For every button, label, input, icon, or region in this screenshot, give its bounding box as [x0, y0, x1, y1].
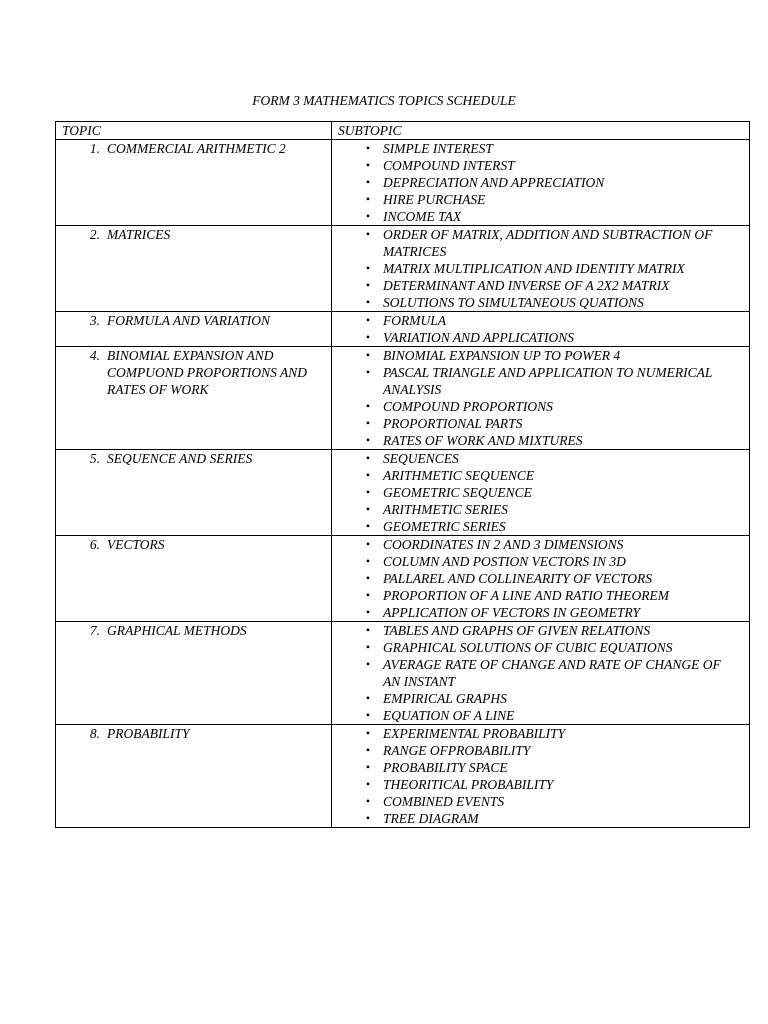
subtopic-text: PALLAREL AND COLLINEARITY OF VECTORS: [383, 571, 653, 586]
subtopic-text: TREE DIAGRAM: [383, 811, 479, 826]
bullet-icon: •: [365, 691, 371, 705]
topic-name: PROBABILITY: [107, 726, 190, 741]
bullet-icon: •: [365, 261, 371, 275]
bullet-icon: •: [365, 640, 371, 654]
topic-cell: [56, 140, 332, 226]
subtopic-item: [332, 501, 749, 518]
table-row: [56, 312, 750, 347]
bullet-icon: •: [365, 399, 371, 413]
topic-name: MATRICES: [107, 227, 171, 242]
table-row: [56, 622, 750, 725]
subtopic-text: EQUATION OF A LINE: [383, 708, 515, 723]
subtopic-item: [332, 536, 749, 553]
subtopic-item: [332, 432, 749, 449]
bullet-icon: •: [365, 365, 371, 379]
subtopic-item: [332, 707, 749, 724]
bullet-icon: •: [365, 141, 371, 155]
subtopic-item: [332, 312, 749, 329]
subtopic-item: [332, 364, 749, 398]
subtopic-text: COORDINATES IN 2 AND 3 DIMENSIONS: [383, 537, 624, 552]
bullet-icon: •: [365, 158, 371, 172]
topic-number: 8.: [89, 726, 100, 741]
bullet-icon: •: [365, 451, 371, 465]
subtopic-list: [332, 622, 749, 724]
subtopic-text: FORMULA: [383, 313, 446, 328]
bullet-icon: •: [365, 811, 371, 825]
topic-number: 3.: [89, 313, 100, 328]
subtopic-text: RATES OF WORK AND MIXTURES: [383, 433, 583, 448]
topic-number: 6.: [89, 537, 100, 552]
subtopic-text: GEOMETRIC SEQUENCE: [383, 485, 532, 500]
subtopic-text: COMPOUND PROPORTIONS: [383, 399, 553, 414]
bullet-icon: •: [365, 416, 371, 430]
subtopic-item: [332, 140, 749, 157]
topic-cell: [56, 226, 332, 312]
subtopic-item: [332, 226, 749, 260]
table-row: [56, 226, 750, 312]
subtopic-item: [332, 450, 749, 467]
subtopic-text: ORDER OF MATRIX, ADDITION AND SUBTRACTION OF MATRICES: [383, 227, 713, 259]
subtopic-item: [332, 277, 749, 294]
subtopic-text: EXPERIMENTAL PROBABILITY: [383, 726, 566, 741]
topic-name: FORMULA AND VARIATION: [107, 313, 270, 328]
bullet-icon: •: [365, 278, 371, 292]
subtopic-text: ARITHMETIC SEQUENCE: [383, 468, 535, 483]
bullet-icon: •: [365, 777, 371, 791]
table-header-row: [56, 122, 750, 140]
subtopic-item: [332, 793, 749, 810]
subtopic-text: PROPORTIONAL PARTS: [383, 416, 523, 431]
subtopic-cell: [332, 226, 750, 312]
subtopic-text: AVERAGE RATE OF CHANGE AND RATE OF CHANGE OF AN INSTANT: [383, 657, 721, 689]
bullet-icon: •: [365, 571, 371, 585]
subtopic-text: GEOMETRIC SERIES: [383, 519, 506, 534]
subtopic-text: PROBABILITY SPACE: [383, 760, 508, 775]
bullet-icon: •: [365, 657, 371, 671]
bullet-icon: •: [365, 537, 371, 551]
subtopic-item: [332, 587, 749, 604]
subtopic-text: BINOMIAL EXPANSION UP TO POWER 4: [383, 348, 621, 363]
subtopic-text: SEQUENCES: [383, 451, 459, 466]
subtopic-text: SIMPLE INTEREST: [383, 141, 493, 156]
topic-cell: [56, 536, 332, 622]
subtopic-text: APPLICATION OF VECTORS IN GEOMETRY: [383, 605, 641, 620]
subtopic-text: PASCAL TRIANGLE AND APPLICATION TO NUMERICAL ANALYSIS: [383, 365, 713, 397]
bullet-icon: •: [365, 192, 371, 206]
bullet-icon: •: [365, 502, 371, 516]
bullet-icon: •: [365, 794, 371, 808]
bullet-icon: •: [365, 726, 371, 740]
subtopic-text: RANGE OFPROBABILITY: [383, 743, 531, 758]
subtopic-cell: [332, 312, 750, 347]
subtopic-cell: [332, 622, 750, 725]
topic-cell: [56, 622, 332, 725]
subtopic-item: [332, 484, 749, 501]
subtopic-text: DETERMINANT AND INVERSE OF A 2X2 MATRIX: [383, 278, 670, 293]
page-title: FORM 3 MATHEMATICS TOPICS SCHEDULE: [252, 93, 516, 108]
subtopic-item: [332, 329, 749, 346]
topic-cell: [56, 347, 332, 450]
subtopic-text: EMPIRICAL GRAPHS: [383, 691, 507, 706]
bullet-icon: •: [365, 623, 371, 637]
subtopic-item: [332, 742, 749, 759]
table-row: [56, 450, 750, 536]
table-row: [56, 347, 750, 450]
topic-column-header: TOPIC: [56, 122, 332, 140]
subtopic-item: [332, 725, 749, 742]
subtopic-cell: [332, 140, 750, 226]
subtopic-item: [332, 656, 749, 690]
topics-table: [55, 121, 750, 828]
bullet-icon: •: [365, 348, 371, 362]
table-row: [56, 536, 750, 622]
subtopic-text: TABLES AND GRAPHS OF GIVEN RELATIONS: [383, 623, 651, 638]
subtopic-list: [332, 226, 749, 311]
subtopic-item: [332, 467, 749, 484]
subtopic-text: COMPOUND INTERST: [383, 158, 515, 173]
subtopic-item: [332, 604, 749, 621]
bullet-icon: •: [365, 760, 371, 774]
topic-cell: [56, 725, 332, 828]
bullet-icon: •: [365, 175, 371, 189]
bullet-icon: •: [365, 313, 371, 327]
subtopic-item: [332, 810, 749, 827]
subtopic-list: [332, 347, 749, 449]
subtopic-text: PROPORTION OF A LINE AND RATIO THEOREM: [383, 588, 669, 603]
bullet-icon: •: [365, 485, 371, 499]
subtopic-item: [332, 398, 749, 415]
subtopic-item: [332, 622, 749, 639]
bullet-icon: •: [365, 605, 371, 619]
subtopic-text: DEPRECIATION AND APPRECIATION: [383, 175, 605, 190]
topic-name: BINOMIAL EXPANSION AND COMPUOND PROPORTIONS AND RATES OF WORK: [107, 348, 307, 397]
bullet-icon: •: [365, 554, 371, 568]
bullet-icon: •: [365, 468, 371, 482]
subtopic-cell: [332, 725, 750, 828]
subtopic-item: [332, 191, 749, 208]
subtopic-item: [332, 776, 749, 793]
bullet-icon: •: [365, 330, 371, 344]
subtopic-text: MATRIX MULTIPLICATION AND IDENTITY MATRIX: [383, 261, 685, 276]
subtopic-item: [332, 415, 749, 432]
subtopic-text: ARITHMETIC SERIES: [383, 502, 508, 517]
bullet-icon: •: [365, 743, 371, 757]
bullet-icon: •: [365, 295, 371, 309]
topic-number: 2.: [89, 227, 100, 242]
subtopic-item: [332, 174, 749, 191]
subtopic-item: [332, 553, 749, 570]
subtopic-item: [332, 759, 749, 776]
subtopic-text: THEORITICAL PROBABILITY: [383, 777, 554, 792]
subtopic-item: [332, 260, 749, 277]
subtopic-text: GRAPHICAL SOLUTIONS OF CUBIC EQUATIONS: [383, 640, 673, 655]
subtopic-item: [332, 690, 749, 707]
bullet-icon: •: [365, 209, 371, 223]
subtopic-item: [332, 294, 749, 311]
subtopic-item: [332, 639, 749, 656]
bullet-icon: •: [365, 227, 371, 241]
subtopic-item: [332, 208, 749, 225]
subtopic-item: [332, 347, 749, 364]
bullet-icon: •: [365, 588, 371, 602]
topic-number: 7.: [89, 623, 100, 638]
topic-cell: [56, 450, 332, 536]
bullet-icon: •: [365, 519, 371, 533]
bullet-icon: •: [365, 708, 371, 722]
subtopic-list: [332, 140, 749, 225]
subtopic-text: COLUMN AND POSTION VECTORS IN 3D: [383, 554, 626, 569]
subtopic-text: SOLUTIONS TO SIMULTANEOUS QUATIONS: [383, 295, 644, 310]
bullet-icon: •: [365, 433, 371, 447]
subtopic-cell: [332, 347, 750, 450]
table-row: [56, 140, 750, 226]
topic-name: COMMERCIAL ARITHMETIC 2: [107, 141, 286, 156]
subtopic-list: [332, 536, 749, 621]
topic-cell: [56, 312, 332, 347]
subtopic-item: [332, 157, 749, 174]
subtopic-item: [332, 518, 749, 535]
subtopic-text: VARIATION AND APPLICATIONS: [383, 330, 574, 345]
subtopic-list: [332, 450, 749, 535]
subtopic-text: HIRE PURCHASE: [383, 192, 486, 207]
subtopic-item: [332, 570, 749, 587]
topic-number: 1.: [89, 141, 100, 156]
table-row: [56, 725, 750, 828]
topic-number: 4.: [89, 348, 100, 363]
subtopic-cell: [332, 536, 750, 622]
subtopic-list: [332, 312, 749, 346]
subtopic-text: COMBINED EVENTS: [383, 794, 505, 809]
subtopic-column-header: SUBTOPIC: [332, 122, 750, 140]
subtopic-list: [332, 725, 749, 827]
topic-name: VECTORS: [107, 537, 165, 552]
subtopic-cell: [332, 450, 750, 536]
topic-number: 5.: [89, 451, 100, 466]
subtopic-text: INCOME TAX: [383, 209, 462, 224]
topic-name: SEQUENCE AND SERIES: [107, 451, 253, 466]
topic-name: GRAPHICAL METHODS: [107, 623, 247, 638]
